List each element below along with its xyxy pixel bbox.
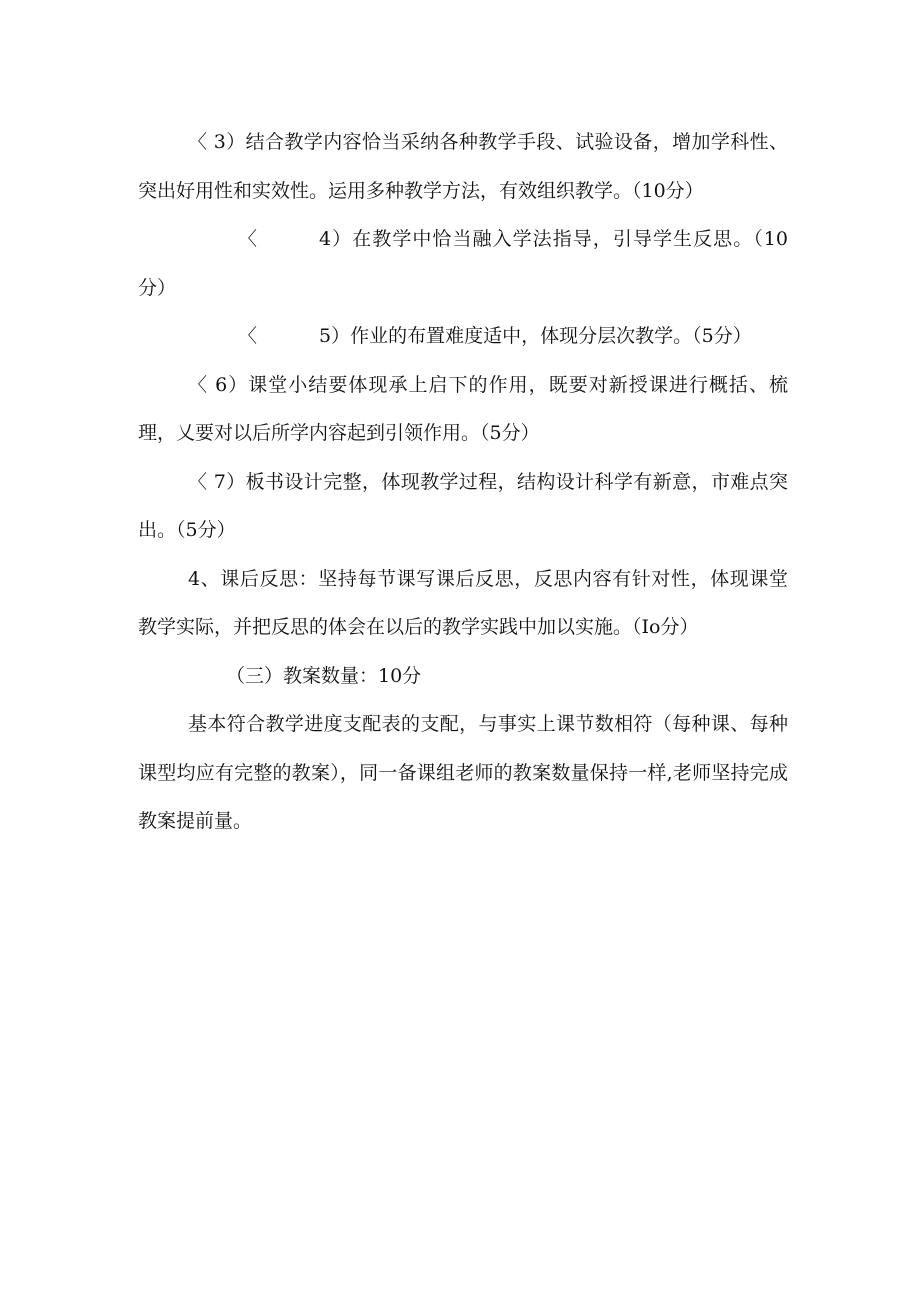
paragraph-quantity: 基本符合教学进度支配表的支配，与事实上课节数相符（每种课、每种课型均应有完整的教案），同一备课组老师的教案数量保持一样,老师坚持完成教案提前量。 — [138, 713, 788, 832]
paragraph-item-4 — [138, 215, 788, 312]
paragraph-item-5 — [138, 312, 788, 361]
paragraph-item-3: 〈 3）结合教学内容恰当采纳各种教学手段、试验设备，增加学科性、突出好用性和实效性。运用多种教学方法，有效组织教学。（10分） — [138, 131, 788, 202]
paragraph-item-6: 〈 6）课堂小结要体现承上启下的作用，既要对新授课进行概括、梳理，乂要对以后所学内容起到引领作用。（5分） — [138, 373, 788, 444]
document-body — [138, 118, 788, 846]
paragraph-item-7: 〈 7）板书设计完整，体现教学过程，结构设计科学有新意，市难点突出。（5分） — [138, 470, 788, 541]
item-4-text: 4）在教学中恰当融入学法指导，引导学生反思。（10分） — [138, 228, 788, 299]
paragraph-reflection: 4、课后反思：坚持每节课写课后反思，反思内容有针对性，体现课堂教学实际，并把反思的体会在以后的教学实践中加以实施。（Io分） — [138, 567, 788, 638]
section-title-lesson-plan-quantity: （三）教案数量：10分 — [226, 664, 422, 687]
item-4-bracket: 〈 — [238, 228, 258, 250]
item-5-text: 5）作业的布置难度适中，体现分层次教学。（5分） — [319, 325, 752, 347]
item-5-bracket: 〈 — [238, 325, 258, 347]
